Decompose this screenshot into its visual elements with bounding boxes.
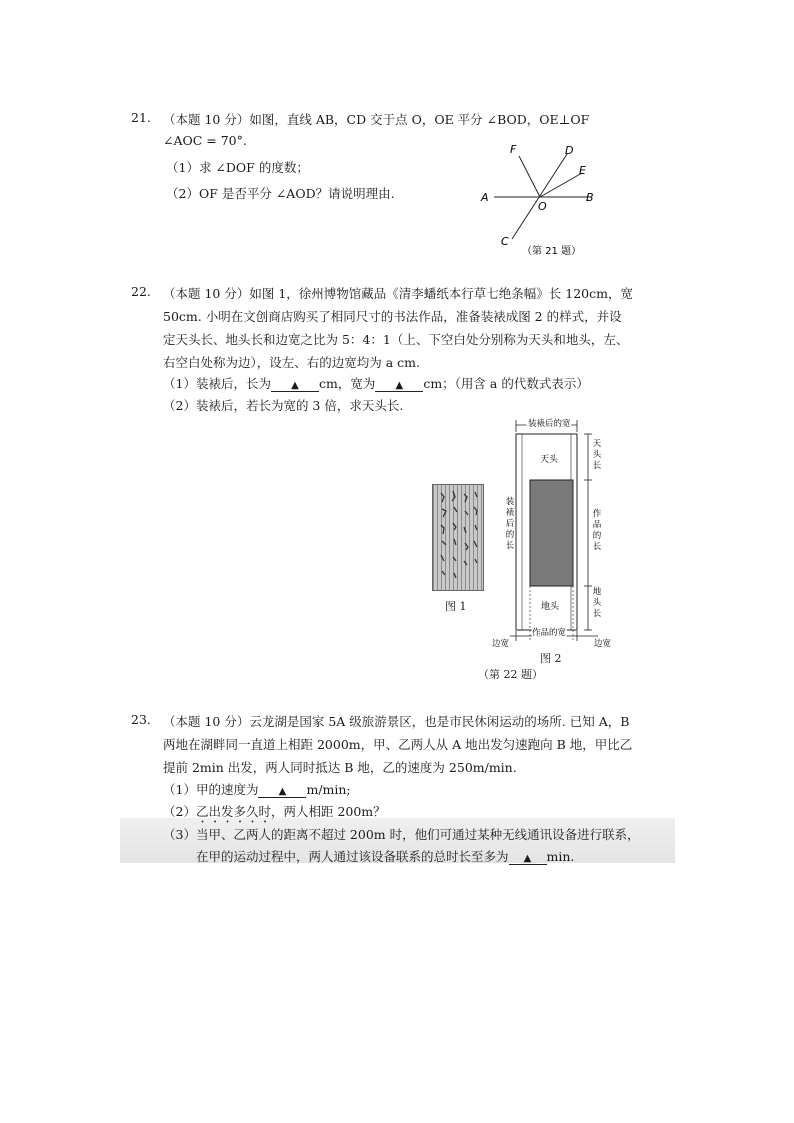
q21-sub2: （2）OF 是否平分 ∠AOD？请说明理由. [166,186,395,201]
label-work-width: 作品的宽 [532,628,567,638]
q22-caption: （第 22 题） [478,668,543,681]
label-c: C [501,235,509,248]
q22-number: 22. [131,284,151,299]
label-d: D [565,144,574,157]
label-margin-left: 边宽 [492,639,510,649]
answer-blank-width[interactable] [375,378,423,392]
q22-line4: 右空白处称为边），设左、右的边宽均为 a cm. [163,355,420,370]
artwork-area [530,480,573,586]
label-ditou: 地头 [541,602,560,612]
label-e: E [579,164,586,177]
ray-oe [540,173,582,197]
q21-figure [470,140,620,265]
label-tiantou-length: 天头长 [592,439,602,471]
q23-sub2 [163,802,386,826]
q21-caption: （第 21 题） [522,246,582,257]
blank-marker-icon: ▲ [395,380,404,391]
answer-blank-speed[interactable] [258,784,306,798]
q23-sub1 [163,780,351,798]
ray-of [519,156,540,197]
label-ditou-length: 地头长 [592,587,602,619]
q23-number: 23. [131,712,151,727]
q23-sub3-b: min. [546,849,575,864]
q22-sub1-c: cm；（用含 a 的代数式表示） [423,376,589,391]
label-o: O [538,200,547,213]
figure-1-label: 图 1 [445,600,467,613]
q22-line3: 定天头长、地头长和边宽之比为 5：4：1（上、下空白处分别称为天头和地头，左、 [163,332,629,347]
calligraphy-image [432,484,484,591]
blank-marker-icon: ▲ [523,853,532,864]
mounting-diagram [488,412,628,652]
q22-sub2: （2）装裱后，若长为宽的 3 倍，求天头长. [163,398,404,413]
label-margin-right: 边宽 [594,639,612,649]
q22-line1: （本题 10 分）如图 1，徐州博物馆藏品《清李蟠纸本行草七绝条幅》长 120cm，宽 [163,286,633,301]
blank-marker-icon: ▲ [291,380,299,391]
q21-lead2: ∠AOC = 70°. [163,133,247,148]
label-f: F [510,143,517,156]
q22-sub1-b: cm，宽为 [318,376,376,391]
q23-sub1-b: m/min; [306,782,351,797]
q21-sub1: （1）求 ∠DOF 的度数； [166,160,309,175]
label-b: B [586,191,594,204]
q23-sub2-prefix: （2） [163,804,196,819]
q23-sub2-emphasis: 乙出发多久时 [195,804,271,819]
q23-line3: 提前 2min 出发，两人同时抵达 B 地，乙的速度为 250m/min. [163,760,517,775]
q23-sub2-rest: ，两人相距 200m？ [270,804,386,819]
label-work-length: 作品的长 [592,509,602,552]
q21-lead: （本题 10 分）如图，直线 AB，CD 交于点 O，OE 平分 ∠BOD，OE⊥OF [163,112,590,127]
q22-line2: 50cm. 小明在文创商店购买了相同尺寸的书法作品，准备装裱成图 2 的样式，并设 [163,309,622,324]
label-a: A [481,191,489,204]
q21-number: 21. [131,110,151,125]
q23-sub3-a: 在甲的运动过程中，两人通过该设备联系的总时长至多为 [196,849,509,864]
q23-line1: （本题 10 分）云龙湖是国家 5A 级旅游景区，也是市民休闲运动的场所. 已知 A，B [163,714,630,729]
label-tiantou: 天头 [540,455,559,465]
q23-sub1-a: （1）甲的速度为 [163,782,259,797]
blank-marker-icon: ▲ [278,786,287,797]
answer-blank-duration[interactable] [509,851,547,865]
q23-sub3-line1: （3）当甲、乙两人的距离不超过 200m 时，他们可通过某种无线通讯设备进行联系， [163,827,640,842]
q23-sub3-line2 [196,847,574,865]
q23-line2: 两地在湖畔同一直道上相距 2000m，甲、乙两人从 A 地出发匀速跑向 B 地，甲比乙 [163,737,633,752]
q22-sub1 [163,374,589,392]
figure-2-label: 图 2 [540,652,562,665]
answer-blank-length[interactable] [271,378,319,392]
label-mounted-width: 装裱后的宽 [528,419,571,429]
label-mounted-length: 装裱后的长 [505,497,515,551]
q22-sub1-a: （1）装裱后，长为 [163,376,271,391]
